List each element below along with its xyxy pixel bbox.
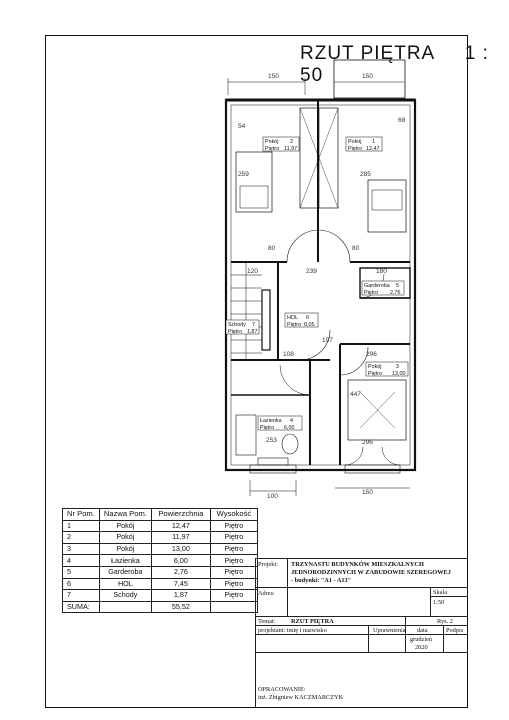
dim-447: 447: [350, 391, 361, 398]
cell-area: 11,97: [151, 532, 210, 544]
cell-name: Pokój: [99, 520, 151, 532]
room-3-number: 3: [396, 364, 399, 370]
room-2-number: 2: [290, 139, 293, 145]
cell-number: 4: [63, 555, 100, 567]
cell-name: Garderoba: [99, 566, 151, 578]
dim-80b: 80: [352, 245, 360, 252]
cell-name: Pokój: [99, 543, 151, 555]
dim-253: 253: [266, 437, 277, 444]
table-row: [63, 566, 258, 578]
table-row: [63, 532, 258, 544]
dim-197: 197: [322, 337, 333, 344]
room-5-number: 5: [396, 283, 399, 289]
cell-number: 1: [63, 520, 100, 532]
room-4-area: 6,00: [284, 425, 295, 431]
room-1-level: Piętro: [348, 146, 363, 152]
projekt-line-1: TRZYNASTU BUDYNKÓW MIESZKALNYCH: [291, 561, 424, 568]
projekt-line-2: JEDNORODZINNYCH W ZABUDOWIE SZEREGOWEJ: [291, 569, 451, 576]
room-6-area: 8,05: [304, 322, 315, 328]
plan-title: RZUT PIĘTRA: [300, 43, 435, 64]
skala-label: Skala: [433, 589, 447, 596]
table-header-row: [63, 509, 258, 521]
dim-180: 180: [376, 268, 387, 275]
room-3-name: Pokój: [368, 364, 382, 370]
cell-number: 5: [63, 566, 100, 578]
room-3-level: Piętro: [368, 371, 383, 377]
table-row: [63, 555, 258, 567]
cell-height: Piętro: [210, 566, 257, 578]
room-2-area: 11,97: [284, 146, 298, 152]
cell-area: 1,87: [151, 590, 210, 602]
opracowanie-label: OPRACOWANIE:: [258, 686, 306, 693]
cell-height: Piętro: [210, 520, 257, 532]
temat-label: Temat:: [258, 618, 276, 625]
dim-68: 68: [398, 117, 406, 124]
projekt-line-3: - budynki: "A1 - A13": [291, 577, 352, 584]
temat-value: RZUT PIĘTRA: [291, 618, 334, 625]
room-3-area: 13,00: [392, 371, 406, 377]
dim-259: 259: [238, 171, 249, 178]
dim-108: 108: [283, 351, 294, 358]
dim-285: 285: [360, 171, 371, 178]
plan-scale: 1 : 50: [300, 43, 489, 86]
skala-value: 1:50: [433, 599, 445, 606]
room-1-name: Pokój: [348, 139, 362, 145]
projekt-label: Projekt:: [258, 561, 278, 568]
cell-name: Schody: [99, 590, 151, 602]
cell-area: 7,45: [151, 578, 210, 590]
room-7-level: Piętro: [228, 329, 243, 335]
dim-120: 120: [247, 268, 258, 275]
cell-number: 3: [63, 543, 100, 555]
rys-number: Rys. 2: [437, 618, 453, 625]
room-6-name: HOL: [287, 315, 299, 321]
room-7-number: 7: [252, 322, 255, 328]
col-header-name: Nazwa Pom.: [99, 509, 151, 521]
date-month: grudzień: [410, 636, 433, 643]
col-header-number: Nr Pom.: [63, 509, 100, 521]
table-sum-row: [63, 601, 258, 613]
cell-number: 7: [63, 590, 100, 602]
cell-number: 2: [63, 532, 100, 544]
dim-80a: 80: [268, 245, 276, 252]
cell-area: 13,00: [151, 543, 210, 555]
room-5-level: Piętro: [364, 290, 379, 296]
room-7-area: 1,87: [247, 329, 258, 335]
sum-empty-2: [210, 601, 257, 613]
sum-label: SUMA:: [63, 601, 100, 613]
cell-height: Piętro: [210, 555, 257, 567]
room-4-level: Piętro: [260, 425, 275, 431]
room-4-name: Łazienka: [260, 418, 282, 424]
dim-296b: 296: [362, 439, 373, 446]
cell-height: Piętro: [210, 532, 257, 544]
room-schedule-table: [62, 508, 258, 613]
projektant-label: projektant: imię i nazwisko: [258, 627, 327, 634]
dim-bottom-150: 150: [362, 489, 373, 496]
table-row: [63, 543, 258, 555]
author-name: inż. Zbigniew KACZMARCZYK: [258, 694, 344, 701]
dim-54: 54: [238, 123, 246, 130]
podpis-label: Podpis: [446, 627, 464, 634]
cell-area: 2,76: [151, 566, 210, 578]
room-2-level: Piętro: [265, 146, 280, 152]
data-label: data: [417, 627, 428, 634]
cell-name: Pokój: [99, 532, 151, 544]
cell-area: 12,47: [151, 520, 210, 532]
cell-height: Piętro: [210, 578, 257, 590]
room-1-area: 12,47: [366, 146, 380, 152]
date-year: 2020: [415, 644, 428, 651]
uprawnienia-label: Uprawnienia: [373, 627, 406, 634]
dim-bottom-100: 100: [267, 493, 278, 500]
room-4-number: 4: [290, 418, 293, 424]
table-row: [63, 590, 258, 602]
dim-top-left: 150: [268, 73, 279, 80]
adres-label: Adres:: [258, 590, 275, 597]
cell-name: HOL: [99, 578, 151, 590]
cell-height: Piętro: [210, 590, 257, 602]
cell-name: Łazienka: [99, 555, 151, 567]
title-block: [255, 558, 468, 708]
room-7-name: Schody: [228, 322, 246, 328]
table-row: [63, 578, 258, 590]
cell-area: 6,00: [151, 555, 210, 567]
cell-number: 6: [63, 578, 100, 590]
cell-height: Piętro: [210, 543, 257, 555]
room-1-number: 1: [372, 139, 375, 145]
dim-239: 239: [306, 268, 317, 275]
dim-top-balcony: 150: [362, 73, 373, 80]
room-6-number: 6: [306, 315, 309, 321]
room-5-area: 2,76: [390, 290, 401, 296]
col-header-area: Powierzchnia: [151, 509, 210, 521]
room-5-name: Garderoba: [364, 283, 390, 289]
sum-empty: [99, 601, 151, 613]
table-row: [63, 520, 258, 532]
room-2-name: Pokój: [265, 139, 279, 145]
sum-value: 55,52: [151, 601, 210, 613]
dim-296a: 296: [366, 351, 377, 358]
col-header-height: Wysokość: [210, 509, 257, 521]
room-6-level: Piętro: [287, 322, 302, 328]
